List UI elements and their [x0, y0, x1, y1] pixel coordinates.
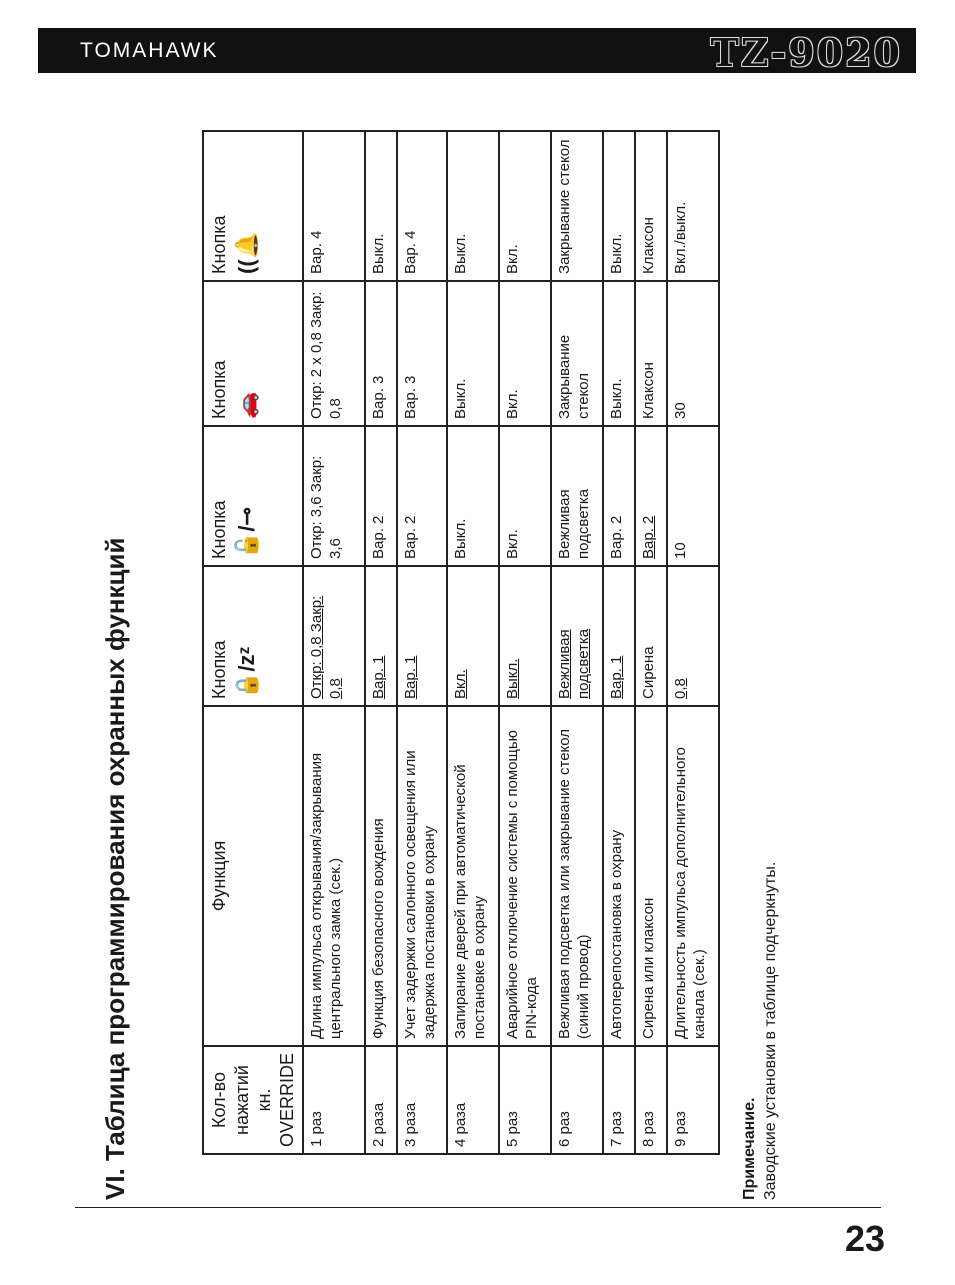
cell-button-lock: Вар. 1: [365, 566, 397, 706]
cell-button-trunk: Откр: 2 х 0,8 Закр: 0,8: [303, 281, 365, 426]
cell-button-siren: Вар. 4: [397, 131, 447, 281]
cell-button-trunk: 30: [667, 281, 719, 426]
cell-button-siren: Вар. 4: [303, 131, 365, 281]
cell-button-trunk: Вар. 3: [365, 281, 397, 426]
trunk-icon: 🚗: [233, 391, 259, 419]
cell-function: Функция безопасного вождения: [365, 706, 397, 1046]
cell-button-unlock: Вар. 2: [365, 426, 397, 566]
cell-function: Запирание дверей при автоматической постановке в охрану: [447, 706, 499, 1046]
header-function: Функция: [203, 706, 303, 1046]
table-row: [365, 131, 397, 1154]
cell-button-unlock: Вежливая подсветка: [551, 426, 603, 566]
unlock-key-icon: 🔓/⊸: [233, 507, 259, 559]
cell-button-trunk: Закрывание стекол: [551, 281, 603, 426]
cell-button-lock: Выкл.: [499, 566, 551, 706]
cell-count: 1 раз: [303, 1046, 365, 1154]
cell-count: 6 раз: [551, 1046, 603, 1154]
table-row: [303, 131, 365, 1154]
cell-button-lock: Вар. 1: [603, 566, 635, 706]
cell-button-siren: Выкл.: [365, 131, 397, 281]
table-row: [397, 131, 447, 1154]
cell-button-siren: Закрывание стекол: [551, 131, 603, 281]
cell-count: 3 раза: [397, 1046, 447, 1154]
cell-function: Длина импульса открывания/закрывания центрального замка (сек.): [303, 706, 365, 1046]
cell-button-lock: Вежливая подсветка: [551, 566, 603, 706]
cell-count: 8 раз: [635, 1046, 667, 1154]
lock-sleep-icon: 🔒/zᶻ: [233, 646, 259, 699]
model-name: TZ-9020: [710, 30, 902, 75]
page-title: VI. Таблица программирования охранных функций: [100, 537, 130, 1200]
note-text: Заводские установки в таблице подчеркнуты.: [761, 861, 779, 1200]
cell-button-unlock: Выкл.: [447, 426, 499, 566]
table-row: [603, 131, 635, 1154]
footnote: [740, 862, 782, 1200]
header-button-lock: Кнопка 🔒/zᶻ: [203, 566, 303, 706]
note-label: Примечание.: [741, 1097, 758, 1200]
page-header: [38, 28, 916, 73]
cell-button-trunk: Вкл.: [499, 281, 551, 426]
table-header-row: [203, 131, 303, 1154]
rotated-content: [100, 100, 955, 1200]
cell-button-lock: Откр: 0,8 Закр: 0,8: [303, 566, 365, 706]
header-count: Кол-во нажатий кн. OVERRIDE: [203, 1046, 303, 1154]
cell-button-trunk: Вар. 3: [397, 281, 447, 426]
footer-rule: [75, 1207, 881, 1208]
table-row: [499, 131, 551, 1154]
cell-function: Аварийное отключение системы с помощью PIN-кода: [499, 706, 551, 1046]
page-number: 23: [844, 1218, 885, 1259]
cell-button-siren: Клаксон: [635, 131, 667, 281]
cell-count: 4 раза: [447, 1046, 499, 1154]
cell-button-unlock: Вар. 2: [397, 426, 447, 566]
cell-function: Учет задержки салонного освещения или задержка постановки в охрану: [397, 706, 447, 1046]
header-button-trunk: Кнопка 🚗: [203, 281, 303, 426]
cell-button-lock: 0,8: [667, 566, 719, 706]
cell-button-lock: Сирена: [635, 566, 667, 706]
cell-button-unlock: 10: [667, 426, 719, 566]
cell-count: 9 раз: [667, 1046, 719, 1154]
cell-button-trunk: Клаксон: [635, 281, 667, 426]
cell-button-trunk: Выкл.: [603, 281, 635, 426]
cell-button-siren: Вкл.: [499, 131, 551, 281]
table-row: [551, 131, 603, 1154]
cell-button-lock: Вкл.: [447, 566, 499, 706]
cell-count: 2 раза: [365, 1046, 397, 1154]
cell-count: 7 раз: [603, 1046, 635, 1154]
cell-count: 5 раз: [499, 1046, 551, 1154]
cell-button-siren: Вкл./выкл.: [667, 131, 719, 281]
cell-button-unlock: Откр: 3,6 Закр: 3,6: [303, 426, 365, 566]
cell-function: Вежливая подсветка или закрывание стекол (синий провод): [551, 706, 603, 1046]
header-button-unlock: Кнопка 🔓/⊸: [203, 426, 303, 566]
table-row: [447, 131, 499, 1154]
cell-function: Длительность импульса дополнительного канала (сек.): [667, 706, 719, 1046]
table-row: [635, 131, 667, 1154]
cell-button-unlock: Вар. 2: [603, 426, 635, 566]
table-row: [667, 131, 719, 1154]
cell-button-siren: Выкл.: [447, 131, 499, 281]
cell-button-siren: Выкл.: [603, 131, 635, 281]
header-button-siren: Кнопка ((🔔: [203, 131, 303, 281]
cell-button-trunk: Выкл.: [447, 281, 499, 426]
cell-button-unlock: Вар. 2: [635, 426, 667, 566]
brand-name: TOMAHAWK: [80, 39, 219, 62]
siren-icon: ((🔔: [233, 231, 259, 274]
cell-button-lock: Вар. 1: [397, 566, 447, 706]
cell-function: Сирена или клаксон: [635, 706, 667, 1046]
cell-button-unlock: Вкл.: [499, 426, 551, 566]
programming-table: [202, 130, 720, 1155]
cell-function: Автоперепостановка в охрану: [603, 706, 635, 1046]
